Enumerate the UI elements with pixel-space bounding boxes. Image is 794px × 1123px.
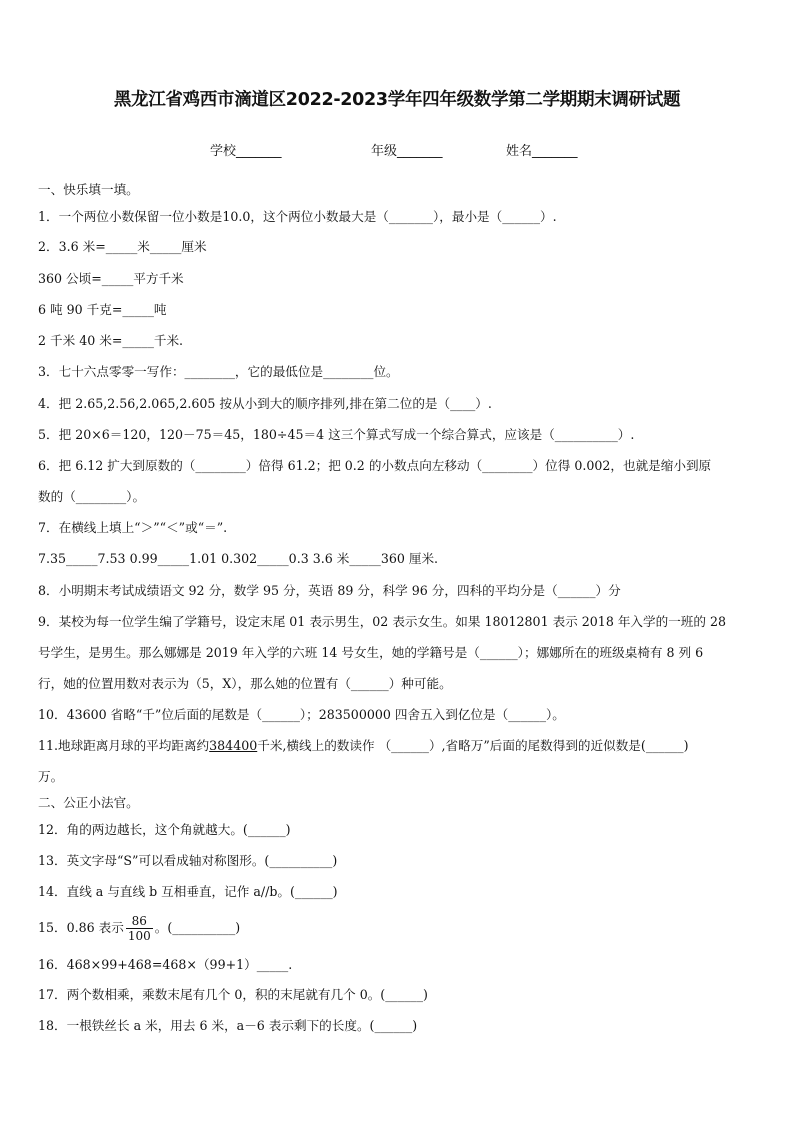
page-title: 黑龙江省鸡西市滴道区2022-2023学年四年级数学第二学期期末调研试题 [113, 90, 681, 110]
question-9a: 9．某校为每一位学生编了学籍号，设定末尾 01 表示男生，02 表示女生。如果 18012801 表示 2018 年入学的一班的 28 [38, 614, 727, 629]
question-4: 4．把 2.65,2.56,2.065,2.605 按从小到大的顺序排列,排在第二位的是（____）. [38, 396, 492, 411]
question-15 [38, 914, 768, 943]
question-1: 1．一个两位小数保留一位小数是10.0，这个两位小数最大是（_______），最小是（______）. [38, 209, 557, 224]
question-11-number: 384400 [209, 738, 258, 753]
question-14: 14．直线 a 与直线 b 互相垂直，记作 a//b。(______) [38, 884, 338, 899]
fraction [126, 914, 153, 943]
question-7a: 7．在横线上填上“＞”“＜”或“＝”. [38, 520, 228, 535]
question-2c: 6 吨 90 千克=_____吨 [38, 302, 167, 317]
grade-field: 年级_______ [371, 144, 443, 159]
question-9b: 号学生，是男生。那么娜娜是 2019 年入学的六班 14 号女生，她的学籍号是（______）；娜娜所在的班级桌椅有 8 列 6 [38, 645, 704, 660]
question-6a: 6．把 6.12 扩大到原数的（________）倍得 61.2；把 0.2 的小数点向左移动（________）位得 0.002，也就是缩小到原 [38, 458, 712, 473]
fraction-denominator: 100 [127, 929, 151, 943]
question-9c: 行，她的位置用数对表示为（5，X），那么她的位置有（______）种可能。 [38, 676, 452, 691]
question-10: 10．43600 省略“千”位后面的尾数是（______）；283500000 四舍五入到亿位是（______）。 [38, 707, 565, 722]
question-6b: 数的（________）。 [38, 489, 146, 504]
question-3: 3．七十六点零零一写作：________，它的最低位是________位。 [38, 364, 399, 379]
question-11-prefix: 11.地球距离月球的平均距离约 [38, 738, 210, 753]
school-field: 学校_______ [210, 144, 282, 159]
question-8: 8．小明期末考试成绩语文 92 分，数学 95 分，英语 89 分，科学 96 分，四科的平均分是（______）分 [38, 583, 621, 598]
question-13: 13．英文字母“S”可以看成轴对称图形。(__________) [38, 853, 338, 868]
question-5: 5．把 20×6＝120，120－75＝45，180÷45＝4 这三个算式写成一个综合算式，应该是（__________）. [38, 427, 635, 442]
question-2a: 2．3.6 米=_____米_____厘米 [38, 239, 207, 254]
question-18: 18．一根铁丝长 a 米，用去 6 米，a－6 表示剩下的长度。(______) [38, 1018, 418, 1033]
question-7b: 7.35_____7.53 0.99_____1.01 0.302_____0.3 3.6 米_____360 厘米. [38, 551, 439, 566]
question-2b: 360 公顷=_____平方千米 [38, 271, 184, 286]
name-field: 姓名_______ [506, 144, 578, 159]
question-11a [38, 737, 768, 755]
question-15-suffix: 。(__________) [154, 920, 241, 935]
question-11b: 万。 [38, 769, 64, 784]
section-heading-1: 一、快乐填一填。 [38, 182, 139, 197]
section-heading-2: 二、公正小法官。 [38, 795, 139, 810]
question-17: 17．两个数相乘，乘数末尾有几个 0，积的末尾就有几个 0。(______) [38, 987, 428, 1002]
fraction-numerator: 86 [126, 914, 153, 929]
question-15-prefix: 15．0.86 表示 [38, 920, 124, 935]
question-2d: 2 千米 40 米=_____千米. [38, 333, 184, 348]
question-12: 12．角的两边越长，这个角就越大。(______) [38, 822, 291, 837]
question-11-suffix: 千米,横线上的数读作 （______）,省略万”后面的尾数得到的近似数是(______) [257, 738, 689, 753]
question-16: 16．468×99+468=468×（99+1）_____. [38, 957, 293, 972]
